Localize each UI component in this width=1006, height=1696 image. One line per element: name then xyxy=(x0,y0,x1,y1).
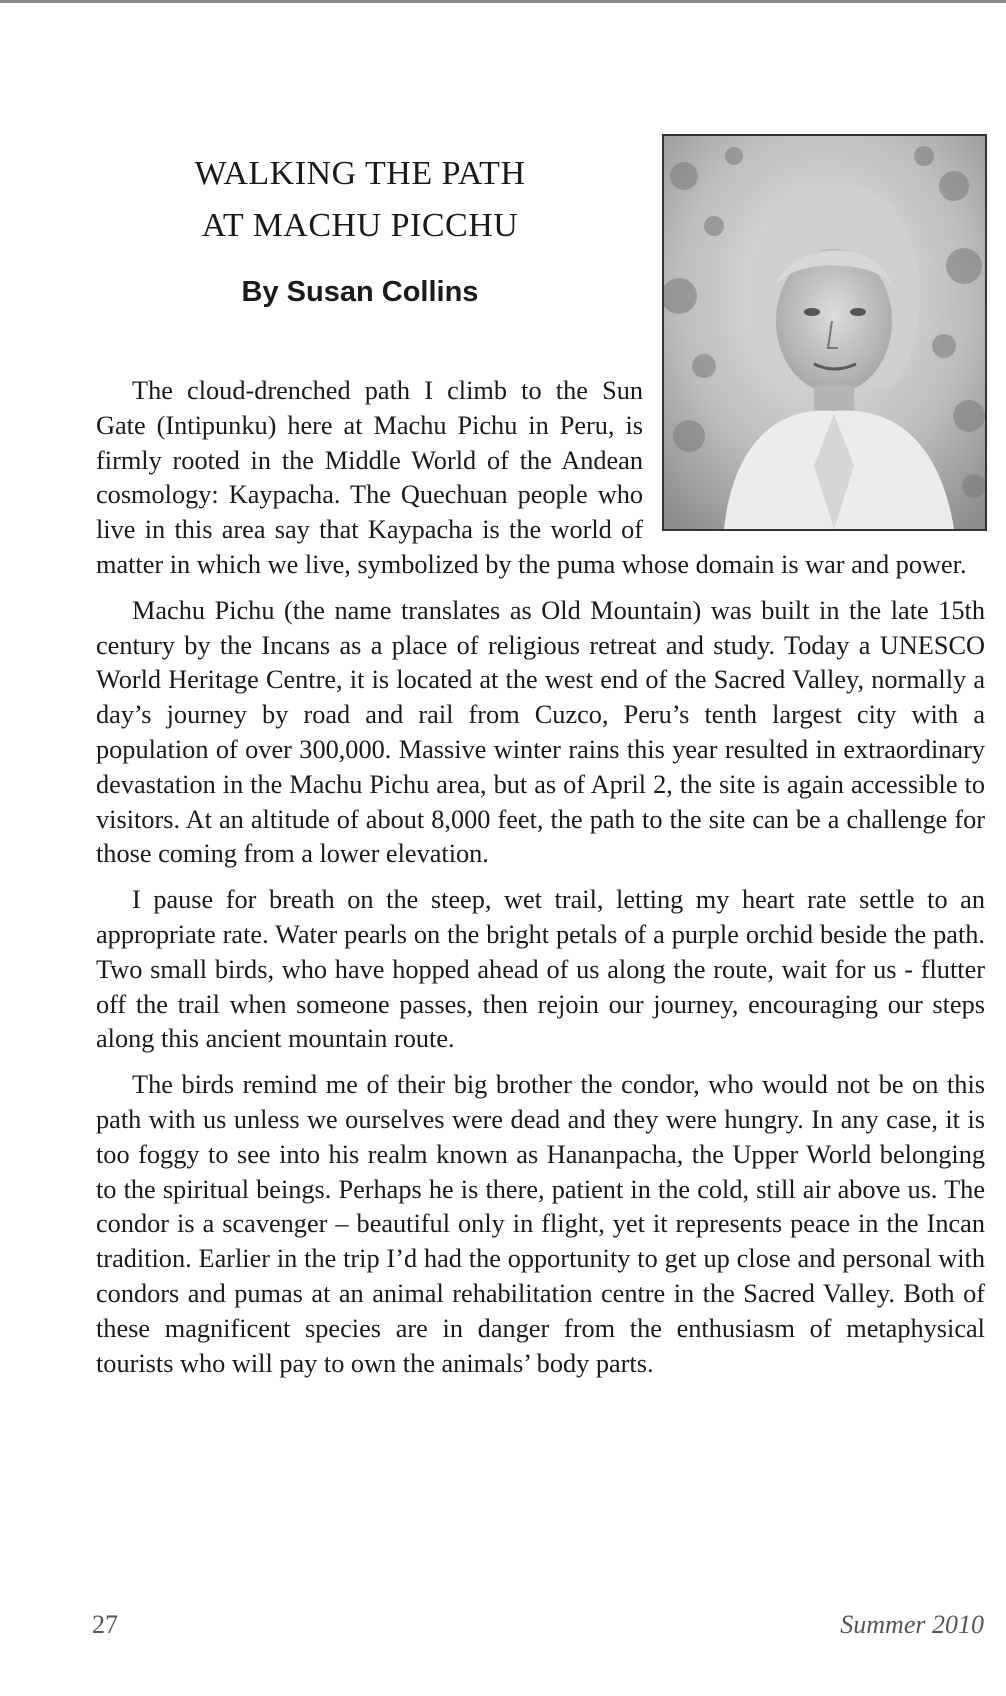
paragraph-1: The cloud-drenched path I climb to the Sun Gate (Intipunku) here at Machu Pichu in Peru, is firmly rooted in the Middle World of the Andean cosmology: Kaypacha. The Quechuan people who live in this area say that Kaypacha is the world of matter in which we live, symbolized by the puma whose domain is war and power. xyxy=(96,376,967,579)
article-title-line-1: WALKING THE PATH xyxy=(194,155,526,192)
article-title-line-2: AT MACHU PICCHU xyxy=(201,207,519,244)
paragraph-4: The birds remind me of their big brother the condor, who would not be on this path with us unless we ourselves were dead and they were hungry. In any case, it is too foggy to see into his realm known as Hananpacha, the Upper World belonging to the spiritual beings. Perhaps he is there, patient in the cold, still air above us. The condor is a scavenger – beautiful only in flight, yet it represents peace in the Incan tradition. Earlier in the trip I’d had the opportunity to get up close and personal with condors and pumas at an animal rehabilitation centre in the Sacred Valley. Both of these magnificent species are in danger from the enthusiasm of metaphysical tourists who will pay to own the animals’ body parts. xyxy=(96,1070,985,1378)
issue-label: Summer 2010 xyxy=(840,1610,984,1639)
photo-wrap-spacer xyxy=(643,374,985,546)
author-byline: By Susan Collins xyxy=(241,276,479,308)
article-body xyxy=(96,374,985,1392)
article-header xyxy=(150,148,570,309)
paragraph-3: I pause for breath on the steep, wet trail, letting my heart rate settle to an appropriate rate. Water pearls on the bright petals of a purple orchid beside the path. Two small birds, who have hopped ahead of us along the route, wait for us - flutter off the trail when someone passes, then rejoin our journey, encouraging our steps along this ancient mountain route. xyxy=(96,885,985,1054)
top-rule xyxy=(0,0,1006,3)
paragraph-2: Machu Pichu (the name translates as Old Mountain) was built in the late 15th century by the Incans as a place of religious retreat and study. Today a UNESCO World Heritage Centre, it is located at the west end of the Sacred Valley, normally a day’s journey by road and rail from Cuzco, Peru’s tenth largest city with a population of over 300,000. Massive winter rains this year resulted in extraordinary devastation in the Machu Pichu area, but as of April 2, the site is again accessible to visitors. At an altitude of about 8,000 feet, the path to the site can be a challenge for those coming from a lower elevation. xyxy=(96,595,985,869)
page-number: 27 xyxy=(92,1610,118,1639)
